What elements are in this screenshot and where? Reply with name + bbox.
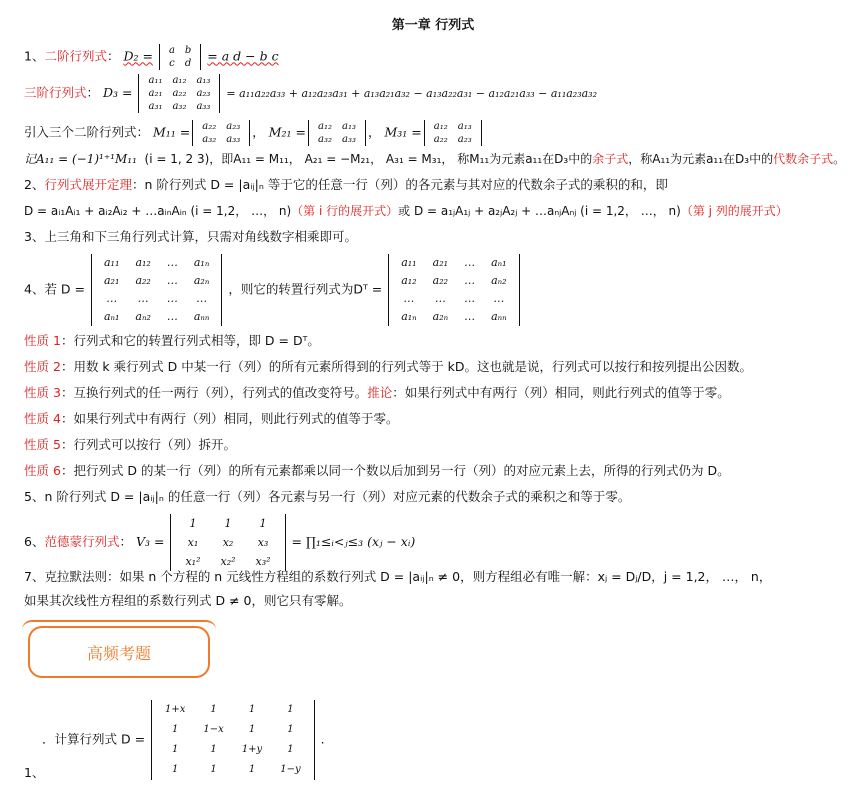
matrix-question: 1+x 1 1 1 1 1−x 1 1 1 1 1+y 1 1 1 1 1−y xyxy=(151,700,315,780)
matrix-dt: a₁₁ a₂₁ … aₙ₁ a₁₂ a₂₂ … aₙ₂ … … … … a₁ₙ a₂ₙ … aₙₙ xyxy=(388,254,519,326)
line-minors: 引入三个二阶行列式： M₁₁ = a₂₂ a₂₃ a₃₂ a₃₃ ， M₂₁ = a₁₂ a₁₃ a₃₂ a₃₃ ， M₃₁ = a₁₂ a₁₃ a₂₂ a₂₃ xyxy=(24,120,484,146)
property-4: 性质 4：如果行列式中有两行（列）相同，则此行列式的值等于零。 xyxy=(24,411,399,426)
property-2: 性质 2：用数 k 乘行列式 D 中某一行（列）的所有元素所得到的行列式等于 kD。这也就是说，行列式可以按行和按列提出公因数。 xyxy=(24,359,753,374)
label-second-order: 二阶行列式 xyxy=(44,48,107,64)
line-expansion-theorem: 2、行列式展开定理：n 阶行列式 D = |aᵢⱼ|ₙ 等于它的任意一行（列）的各元素与其对应的代数余子式的乘积的和，即 xyxy=(24,177,668,192)
line-cramer: 7、克拉默法则：如果 n 个方程的 n 元线性方程组的系数行列式 D = |aᵢⱼ|ₙ ≠ 0，则方程组必有唯一解：xⱼ = Dⱼ/D，j = 1,2， …， n， xyxy=(24,569,772,584)
matrix-d: a₁₁ a₁₂ … a₁ₙ a₂₁ a₂₂ … a₂ₙ … … … … aₙ₁ aₙ₂ … aₙₙ xyxy=(91,254,222,326)
property-3: 性质 3：互换行列式的任一两行（列），行列式的值改变符号。推论：如果行列式中有两行（列）相同，则此行列式的值等于零。 xyxy=(24,385,730,400)
matrix-vandermonde: 1 1 1 x₁ x₂ x₃ x₁² x₂² x₃² xyxy=(170,514,285,571)
property-1: 性质 1：行列式和它的转置行列式相等，即 D = Dᵀ。 xyxy=(24,333,320,348)
property-6: 性质 6：把行列式 D 的某一行（列）的所有元素都乘以同一个数以后加到另一行（列）的对应元素上去，所得的行列式仍为 D。 xyxy=(24,463,730,478)
matrix-3x3: a₁₁ a₁₂ a₁₃ a₂₁ a₂₂ a₂₃ a₃₁ a₃₂ a₃₃ xyxy=(138,74,220,113)
property-5: 性质 5：行列式可以按行（列）拆开。 xyxy=(24,437,236,452)
line-expansion-formula: D = aᵢ₁Aᵢ₁ + aᵢ₂Aᵢ₂ + …aᵢₙAᵢₙ (i = 1,2， …， n)（第 i 行的展开式）或 D = a₁ⱼA₁ⱼ + a₂ⱼA₂ⱼ + …aₙⱼAₙⱼ (i = 1,2， …， n)（第 j 列的展开式） xyxy=(24,204,788,218)
question-number: 1、 xyxy=(24,765,45,780)
line-alien-cofactor: 5、n 阶行列式 D = |aᵢⱼ|ₙ 的任意一行（列）各元素与另一行（列）对应元素的代数余子式的乘积之和等于零。 xyxy=(24,489,631,504)
label-third-order: 三阶行列式 xyxy=(24,85,87,100)
banner-frequent-questions: 高频考题 xyxy=(28,626,210,678)
line-second-order: 1、二阶行列式： D₂ = a b c d = a d − b c xyxy=(24,45,279,69)
question-determinant: ．计算行列式 D = 1+x 1 1 1 1 1−x 1 1 1 1 1+y 1 1 1 1 1−y . xyxy=(42,700,325,780)
chapter-title: 第一章 行列式 xyxy=(391,18,475,33)
line-cofactor-def: 记A₁₁ = (−1)¹⁺¹M₁₁ (i = 1, 2 3)，即A₁₁ = M₁₁， A₂₁ = −M₂₁， A₃₁ = M₃₁， 称M₁₁为元素a₁₁在D₃中的余子式，称A₁₁为元素a₁₁在D₃中的代数余子式。 xyxy=(24,152,846,166)
matrix-2x2: a b c d xyxy=(159,44,201,70)
line-homogeneous: 如果其次线性方程组的系数行列式 D ≠ 0，则它只有零解。 xyxy=(24,593,352,608)
line-triangular: 3、上三角和下三角行列式计算，只需对角线数字相乘即可。 xyxy=(24,229,357,244)
line-vandermonde: 6、范德蒙行列式： V₃ = 1 1 1 x₁ x₂ x₃ x₁² x₂² x₃² = ∏₁≤ᵢ<ⱼ≤₃ (xⱼ − xᵢ) xyxy=(24,514,415,571)
line-transpose: 4、若 D = a₁₁ a₁₂ … a₁ₙ a₂₁ a₂₂ … a₂ₙ … … … … aₙ₁ aₙ₂ … aₙₙ ，则它的转置行列式为Dᵀ = a₁₁ a₂₁ … aₙ₁ a₁₂ a₂₂ … aₙ₂ … … … … a₁ₙ a₂ₙ … aₙₙ xyxy=(24,254,522,326)
line-third-order: 三阶行列式： D₃ = a₁₁ a₁₂ a₁₃ a₂₁ a₂₂ a₂₃ a₃₁ a₃₂ a₃₃ = a₁₁a₂₂a₃₃ + a₁₂a₂₃a₃₁ + a₁₃a₂₁a₃₂ − a₁₃a₂₂a₃₁ − a₁₂a₂₁a₃₃ − a₁₁a₂₃a₃₂ xyxy=(24,75,597,112)
